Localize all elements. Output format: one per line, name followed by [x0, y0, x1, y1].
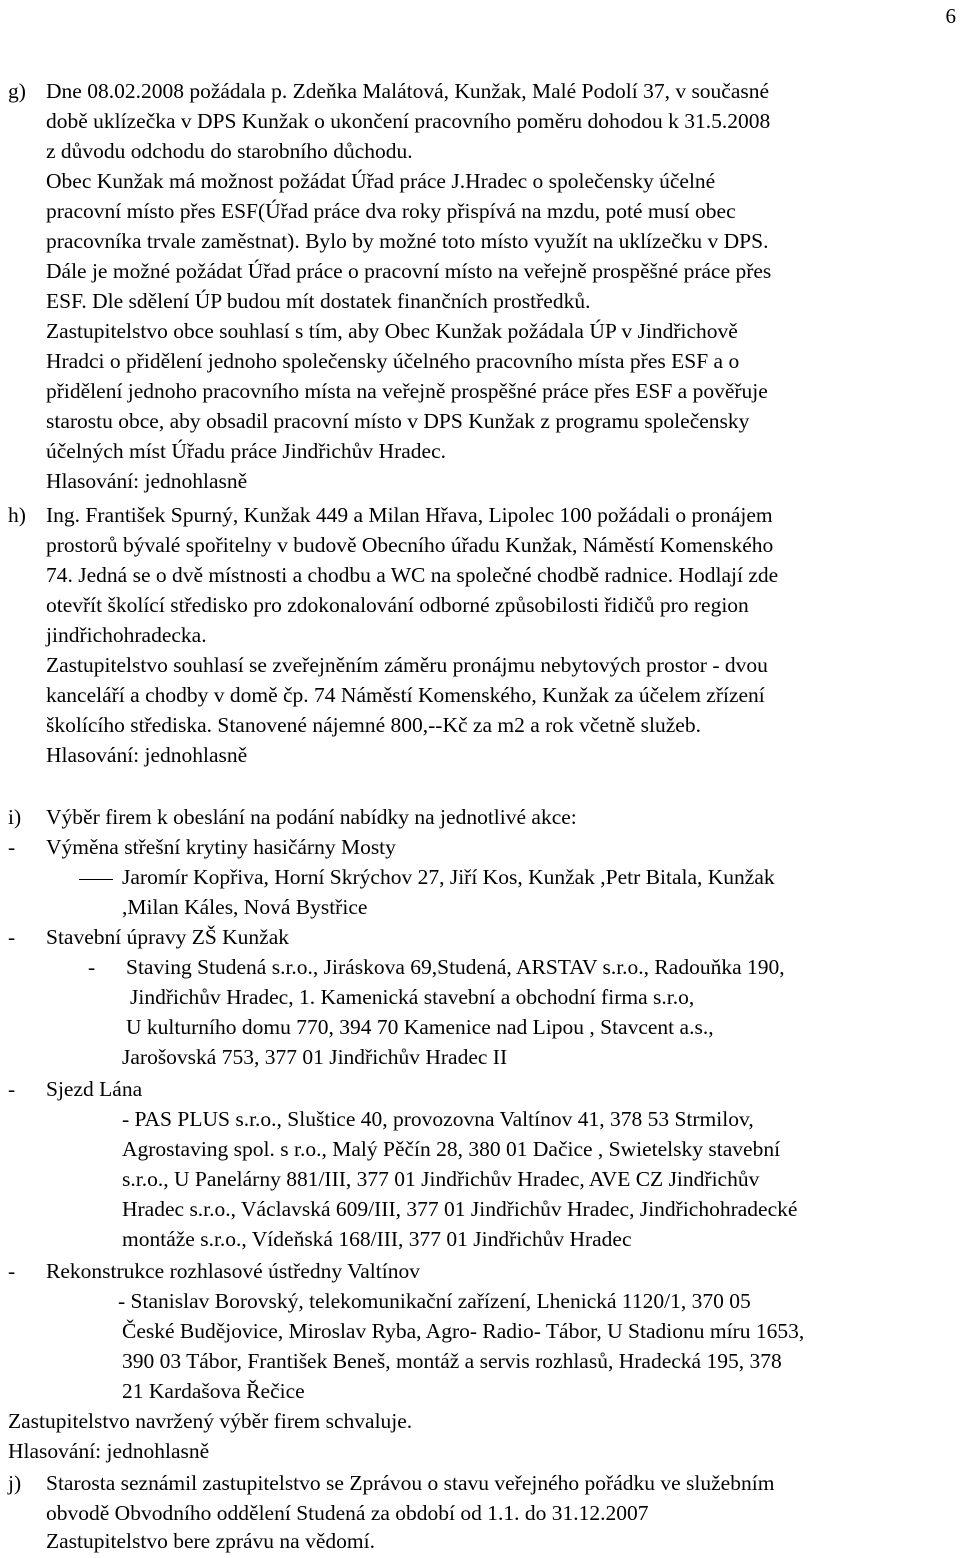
paragraph-line: Obec Kunžak má možnost požádat Úřad práce J.Hradec o společensky účelné	[46, 169, 716, 193]
item-title: Rekonstrukce rozhlasové ústředny Valtínov	[46, 1259, 420, 1283]
paragraph-line: prostorů bývalé spořitelny v budově Obecního úřadu Kunžak, Náměstí Komenského	[46, 533, 774, 557]
item-line: Jarošovská 753, 377 01 Jindřichův Hradec II	[122, 1045, 508, 1069]
item-line: Staving Studená s.r.o., Jiráskova 69,Studená, ARSTAV s.r.o., Radouňka 190,	[126, 955, 785, 979]
resolution-line: Zastupitelstvo obce souhlasí s tím, aby Obec Kunžak požádala ÚP v Jindřichově	[46, 319, 738, 343]
item-line: 21 Kardašova Řečice	[122, 1379, 305, 1403]
resolution-line: starostu obce, aby obsadil pracovní místo v DPS Kunžak z programu společensky	[46, 409, 750, 433]
paragraph-line: z důvodu odchodu do starobního důchodu.	[46, 139, 413, 163]
item-line: Hradec s.r.o., Václavská 609/III, 377 01 Jindřichův Hradec, Jindřichohradecké	[122, 1197, 798, 1221]
paragraph-line: otevřít školící středisko pro zdokonalování odborné způsobilosti řidičů pro region	[46, 593, 749, 617]
resolution-line: účelných míst Úřadu práce Jindřichův Hradec.	[46, 439, 446, 463]
resolution-line: Zastupitelstvo souhlasí se zveřejněním záměru pronájmu nebytových prostor - dvou	[46, 653, 768, 677]
vote-line: Hlasování: jednohlasně	[46, 469, 248, 493]
item-line: Agrostaving spol. s r.o., Malý Pěčín 28, 380 01 Dačice , Swietelsky stavební	[122, 1137, 781, 1161]
vote-line: Hlasování: jednohlasně	[46, 743, 248, 767]
item-line: U kulturního domu 770, 394 70 Kamenice nad Lipou , Stavcent a.s.,	[126, 1015, 714, 1039]
item-line: montáže s.r.o., Vídeňská 168/III, 377 01 Jindřichův Hradec	[122, 1227, 632, 1251]
paragraph-line: 74. Jedná se o dvě místnosti a chodbu a WC na společné chodbě radnice. Hodlají zde	[46, 563, 779, 587]
long-dash-bullet	[79, 879, 113, 880]
paragraph-line: pracovní místo přes ESF(Úřad práce dva roky přispívá na mzdu, poté musí obec	[46, 199, 736, 223]
resolution-line: školícího střediska. Stanovené nájemné 800,--Kč za m2 a rok včetně služeb.	[46, 713, 701, 737]
bullet-dash: -	[8, 1077, 16, 1101]
bullet-dash: -	[8, 1259, 16, 1283]
resolution-line: Hradci o přidělení jednoho společensky účelného pracovního místa přes ESF a o	[46, 349, 740, 373]
section-marker: i)	[8, 805, 22, 829]
item-line: České Budějovice, Miroslav Ryba, Agro- Radio- Tábor, U Stadionu míru 1653,	[122, 1319, 805, 1343]
item-line: Jaromír Kopřiva, Horní Skrýchov 27, Jiří Kos, Kunžak ,Petr Bitala, Kunžak	[122, 865, 775, 889]
section-marker: h)	[8, 503, 26, 527]
item-title: Sjezd Lána	[46, 1077, 143, 1101]
section-marker: j)	[8, 1471, 22, 1495]
resolution-line: přidělení jednoho pracovního místa na veřejně prospěšné práce přes ESF a pověřuje	[46, 379, 768, 403]
paragraph-line: pracovníka trvale zaměstnat). Bylo by možné toto místo využít na uklízečku v DPS.	[46, 229, 769, 253]
bullet-dash: -	[8, 925, 16, 949]
paragraph-line: obvodě Obvodního oddělení Studená za období od 1.1. do 31.12.2007	[46, 1501, 649, 1525]
item-line: ,Milan Káles, Nová Bystřice	[122, 895, 368, 919]
paragraph-line: Dne 08.02.2008 požádala p. Zdeňka Malátová, Kunžak, Malé Podolí 37, v současné	[46, 79, 770, 103]
section-marker: g)	[8, 79, 26, 103]
section-heading: Výběr firem k obeslání na podání nabídky na jednotlivé akce:	[46, 805, 577, 829]
item-title: Výměna střešní krytiny hasičárny Mosty	[46, 835, 396, 859]
paragraph-line: Dále je možné požádat Úřad práce o pracovní místo na veřejně prospěšné práce přes	[46, 259, 772, 283]
paragraph-line: době uklízečka v DPS Kunžak o ukončení pracovního poměru dohodou k 31.5.2008	[46, 109, 771, 133]
paragraph-line: jindřichohradecka.	[46, 623, 207, 647]
resolution-line: kanceláří a chodby v domě čp. 74 Náměstí Komenského, Kunžak za účelem zřízení	[46, 683, 765, 707]
paragraph-line: Zastupitelstvo bere zprávu na vědomí.	[46, 1529, 375, 1553]
item-title: Stavební úpravy ZŠ Kunžak	[46, 925, 290, 949]
item-line: Jindřichův Hradec, 1. Kamenická stavební a obchodní firma s.r.o,	[130, 985, 695, 1009]
bullet-dash: -	[8, 835, 16, 859]
page-number: 6	[945, 4, 956, 28]
paragraph-line: Ing. František Spurný, Kunžak 449 a Milan Hřava, Lipolec 100 požádali o pronájem	[46, 503, 773, 527]
paragraph-line: ESF. Dle sdělení ÚP budou mít dostatek finančních prostředků.	[46, 289, 591, 313]
item-line: 390 03 Tábor, František Beneš, montáž a servis rozhlasů, Hradecká 195, 378	[122, 1349, 782, 1373]
item-line: s.r.o., U Panelárny 881/III, 377 01 Jindřichův Hradec, AVE CZ Jindřichův	[122, 1167, 760, 1191]
item-line: - PAS PLUS s.r.o., Sluštice 40, provozovna Valtínov 41, 378 53 Strmilov,	[122, 1107, 754, 1131]
item-line: - Stanislav Borovský, telekomunikační zařízení, Lhenická 1120/1, 370 05	[118, 1289, 751, 1313]
bullet-dash: -	[88, 955, 96, 979]
vote-line: Hlasování: jednohlasně	[8, 1439, 210, 1463]
paragraph-line: Starosta seznámil zastupitelstvo se Zprávou o stavu veřejného pořádku ve služebním	[46, 1471, 775, 1495]
conclusion-line: Zastupitelstvo navržený výběr firem schvaluje.	[8, 1409, 413, 1433]
